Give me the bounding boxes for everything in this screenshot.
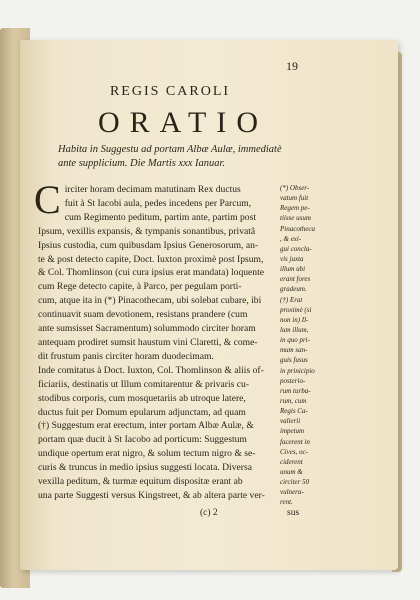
text-line: cum Rege detecto capite, à Parco, per pegulam porti- [38, 281, 242, 293]
margin-note-line: mum san- [280, 346, 308, 355]
text-line: antequam prodiret sumsit haustum vini Claretti, & come- [38, 336, 258, 348]
margin-note-line: gradeum. [280, 285, 307, 294]
margin-note-line: vulnera- [280, 488, 304, 497]
signature-mark: (c) 2 [200, 508, 218, 518]
text-line: curis & truncus in medio ipsius suggesti locata. Diversa [38, 462, 252, 474]
text-line: fuit à St Iacobi aula, pedes incedens per Parcum, [64, 197, 252, 209]
margin-note-line: Regem pe- [280, 204, 310, 213]
text-line: una parte Suggesti versus Kingstreet, & ab altera parte ver- [38, 489, 265, 501]
margin-note-line: Pinacotheca [280, 224, 315, 233]
margin-note-line: in prinicipio [280, 366, 315, 375]
text-line: Ipsius custodia, cum quibusdam Ipsius Generosorum, an- [38, 239, 259, 251]
page-number: 19 [286, 59, 298, 73]
text-line: ductus fuit per Domum epularum adjunctam, ad quam [38, 406, 246, 418]
text-line: Ipsum, vexillis expansis, & tympanis sonantibus, privatâ [38, 225, 256, 237]
margin-note-line: (*) Obser- [280, 184, 310, 192]
text-line: portam quæ ducit à St Iacobo ad porticum: Suggestum [38, 434, 247, 446]
text-line: undique opertum erat nigro, & solum tectum nigro & se- [38, 448, 256, 460]
margin-note-line: unum & [280, 467, 303, 476]
margin-note-line: rum turba- [280, 386, 311, 395]
margin-note-line: (†) Erat [280, 295, 303, 304]
text-line: Inde comitatus à Doct. Iuxton, Col. Thomlinson & aliis of- [38, 364, 264, 376]
margin-note-line: impetum [280, 427, 305, 436]
margin-note-line: facerent in [280, 437, 310, 446]
margin-note-line: Regis Ca- [280, 407, 308, 416]
margin-note-line: illum ubi [280, 265, 306, 274]
margin-note-line: rum, cum [280, 396, 307, 405]
margin-note-line: lum illum, [280, 325, 309, 334]
margin-note-line: proximè (si [280, 305, 312, 314]
margin-note-line: non in) Il- [280, 315, 309, 324]
margin-note-line: vis juxta [280, 254, 304, 263]
text-line: ficiariis, destinatis ut Illum comitarentur & privaris cu- [38, 378, 250, 390]
margin-note-line: , & exi- [280, 234, 302, 243]
text-line: dit frustum panis circiter horam duodecimam. [38, 350, 214, 362]
margin-note-line: Cives, oc- [280, 447, 308, 456]
margin-note-line: circiter 50 [280, 478, 310, 487]
page-title: ORATIO [98, 106, 268, 139]
margin-note-line: tiisse usum [280, 214, 311, 223]
text-line: cum, atque ita in (*) Pinacothecam, ubi solebat cubare, ibi [38, 295, 262, 307]
margin-notes [280, 183, 324, 508]
main-text [34, 177, 282, 503]
margin-note-line: vatum fuit [280, 194, 309, 203]
margin-note-line: rent. [280, 498, 293, 507]
text-line: stodibus corporis, cum mosquetariis ab utroque latere, [38, 392, 246, 404]
text-line: cum Regimento peditum, partim ante, partim post [64, 211, 256, 223]
text-line: ante sumsisset Sacramentum) solummodo circiter horam [38, 323, 256, 335]
margin-note-line: erant fores [280, 275, 311, 284]
text-line: continuavit suam devotionem, resistans prandere (cum [38, 309, 248, 321]
subtitle: Habita in Suggestu ad portam Albæ Aulæ, immediatè ante supplicium. Die Martis xxx Ianuar. [58, 144, 282, 170]
margin-note-line: guis fusus [280, 356, 308, 365]
catchword: sus [287, 508, 300, 518]
text-line: (†) Suggestum erat erectum, inter portam Albæ Aulæ, & [38, 420, 254, 432]
margin-note-line: gui concla- [280, 244, 312, 253]
text-line-rest: irciter horam decimam matutinam Rex ductus [64, 184, 241, 195]
margin-note-line: valierii [280, 417, 301, 426]
margin-note-line: in quo pri- [280, 336, 310, 345]
text-line: & Col. Thomlinson (cui cura ipsius erat mandata) loquente [38, 267, 265, 279]
text-line: vexilla peditum, & turmæ equitum dispositæ erant ab [38, 476, 243, 488]
running-head: REGIS CAROLI [109, 84, 231, 99]
drop-cap: C [34, 177, 61, 222]
margin-note-line: posterio- [280, 376, 306, 385]
margin-note-line: ciderent [280, 457, 303, 466]
text-line: te & post detecto capite, Doct. Iuxton proximè post Ipsum, [38, 253, 264, 265]
